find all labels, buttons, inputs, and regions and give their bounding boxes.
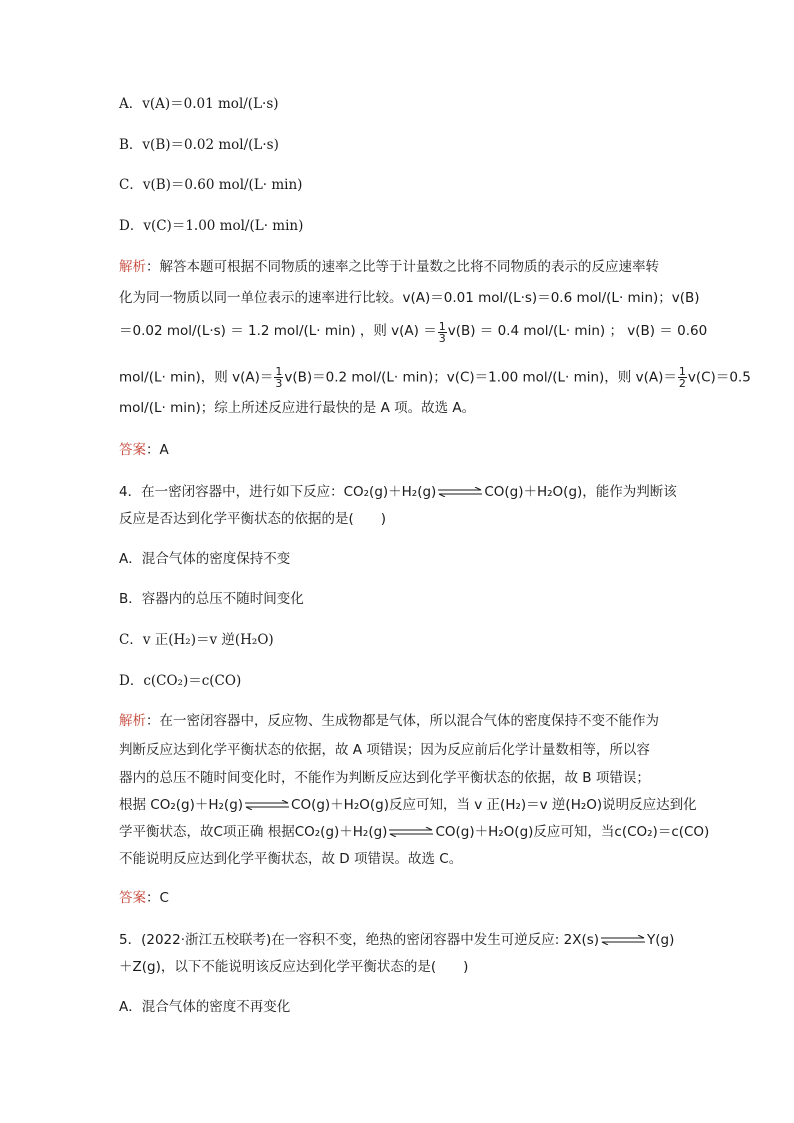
analysis-text: 学平衡状态，故C项正确 根据CO₂(g)＋H₂(g) <box>119 824 388 840</box>
q3-answer <box>119 440 169 460</box>
q4-analysis-line-4 <box>119 795 697 815</box>
q4-option-d: D．c(CO₂)＝c(CO) <box>119 673 242 689</box>
equilibrium-arrow-icon <box>244 800 290 810</box>
q4-option-c: C．v 正(H₂)＝v 逆(H₂O) <box>119 632 274 648</box>
q5-option-a: A．混合气体的密度不再变化 <box>119 999 291 1015</box>
q3-analysis-line-4 <box>119 366 751 389</box>
equilibrium-arrow-icon <box>600 935 646 945</box>
q4-analysis-line-2: 判断反应达到化学平衡状态的依据，故 A 项错误；因为反应前后化学计量数相等，所以容 <box>119 742 650 758</box>
q3-analysis-line-1 <box>119 257 659 277</box>
q4-option-b: B．容器内的总压不随时间变化 <box>119 591 304 607</box>
answer-label: 答案 <box>119 890 146 906</box>
q3-analysis-line-3 <box>119 320 708 345</box>
q5-stem-line-2: ＋Z(g)，以下不能说明该反应达到化学平衡状态的是( ) <box>119 959 469 975</box>
q4-answer <box>119 888 169 908</box>
equilibrium-arrow-icon <box>437 487 483 497</box>
analysis-text: mol/(L· min)，则 v(A)＝ <box>119 369 274 386</box>
analysis-text: ：在一密闭容器中，反应物、生成物都是气体，所以混合气体的密度保持不变不能作为 <box>146 713 659 729</box>
analysis-text: v(B) ＝ 0.4 mol/(L· min) ； v(B) ＝ 0.60 <box>447 323 708 339</box>
q3-analysis-line-5: mol/(L· min)；综上所述反应进行最快的是 A 项。故选 A。 <box>119 400 476 416</box>
q4-analysis-line-6: 不能说明反应达到化学平衡状态，故 D 项错误。故选 C。 <box>119 851 463 867</box>
analysis-text: ：解答本题可根据不同物质的速率之比等于计量数之比将不同物质的表示的反应速率转 <box>146 259 659 275</box>
q4-analysis-line-3: 器内的总压不随时间变化时，不能作为判断反应达到化学平衡状态的依据，故 B 项错误； <box>119 770 650 786</box>
fraction-one-half: $\frac{1}{2}$ <box>678 365 686 390</box>
analysis-text: v(C)＝0.5 <box>687 369 751 386</box>
q4-stem-line-2: 反应是否达到化学平衡状态的依据的是( ) <box>119 511 387 527</box>
analysis-text: CO(g)＋H₂O(g)反应可知，当c(CO₂)＝c(CO) <box>435 824 710 840</box>
q4-analysis-line-5 <box>119 822 709 842</box>
fraction-one-third: $\frac{1}{3}$ <box>438 320 446 345</box>
answer-value: ：C <box>146 890 169 906</box>
q3-option-d: D．v(C)＝1.00 mol/(L· min) <box>119 218 304 234</box>
analysis-text: v(B)＝0.2 mol/(L· min)；v(C)＝1.00 mol/(L· min)，则 v(A)＝ <box>284 369 677 386</box>
equilibrium-arrow-icon <box>388 827 434 837</box>
analysis-text: ＝0.02 mol/(L·s) ＝ 1.2 mol/(L· min) ，则 v(A) ＝ <box>119 323 437 339</box>
analysis-label: 解析 <box>119 713 146 729</box>
question-text: 4．在一密闭容器中，进行如下反应：CO₂(g)＋H₂(g) <box>119 484 437 500</box>
analysis-text: CO(g)＋H₂O(g)反应可知，当 v 正(H₂)＝v 逆(H₂O)说明反应达到化 <box>291 797 697 813</box>
q4-stem-line-1 <box>119 482 677 502</box>
q4-analysis-line-1 <box>119 711 659 731</box>
q3-option-a: A．v(A)＝0.01 mol/(L·s) <box>119 96 279 112</box>
analysis-label: 解析 <box>119 259 146 275</box>
question-text: 5．(2022·浙江五校联考)在一容积不变，绝热的密闭容器中发生可逆反应: 2X(s) <box>119 932 600 948</box>
question-text: CO(g)＋H₂O(g)，能作为判断该 <box>484 484 677 500</box>
q4-option-a: A．混合气体的密度保持不变 <box>119 551 291 567</box>
q3-analysis-line-2: 化为同一物质以同一单位表示的速率进行比较。v(A)＝0.01 mol/(L·s)＝0.6 mol/(L· min)；v(B) <box>119 290 700 306</box>
answer-label: 答案 <box>119 442 146 458</box>
q5-stem-line-1 <box>119 930 674 950</box>
analysis-text: 根据 CO₂(g)＋H₂(g) <box>119 797 244 813</box>
q3-option-c: C．v(B)＝0.60 mol/(L· min) <box>119 177 303 193</box>
fraction-one-third: $\frac{1}{3}$ <box>275 365 283 390</box>
q3-option-b: B．v(B)＝0.02 mol/(L·s) <box>119 137 279 153</box>
question-text: Y(g) <box>647 932 675 948</box>
answer-value: ：A <box>146 442 169 458</box>
